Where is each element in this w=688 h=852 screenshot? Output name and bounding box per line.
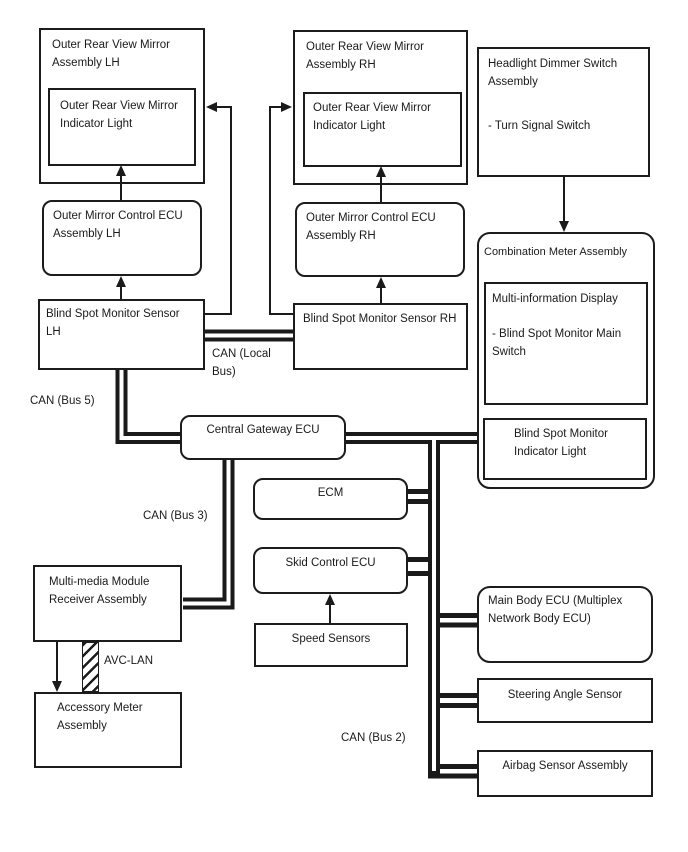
- label-can-bus-3: CAN (Bus 3): [143, 510, 208, 522]
- node-label: Outer Rear View Mirror Assembly LH: [52, 39, 171, 69]
- node-label: Airbag Sensor Assembly: [502, 760, 628, 772]
- node-steering-angle-sensor: [477, 678, 653, 723]
- node-bsm-indicator-light: [483, 418, 647, 480]
- node-title: Combination Meter Assembly: [484, 246, 628, 258]
- node-label: ECM: [317, 487, 344, 499]
- label-can-local-bus: CAN (Local Bus): [212, 348, 271, 378]
- node-label: Outer Mirror Control ECU Assembly RH: [306, 212, 436, 242]
- label-can-bus-5: CAN (Bus 5): [30, 395, 95, 407]
- line-sensor-lh-to-mirror: [205, 107, 231, 314]
- node-multi-information-display: [484, 282, 648, 405]
- node-mirror-indicator-rh: [303, 92, 462, 167]
- arrowhead-right-icon: [281, 102, 292, 112]
- node-central-gateway-ecu: [180, 415, 346, 460]
- node-label: Outer Rear View Mirror Assembly RH: [306, 41, 425, 71]
- node-label: Blind Spot Monitor Indicator Light: [514, 428, 608, 458]
- arrowhead-down-icon: [52, 681, 62, 692]
- arrowhead-up-icon: [325, 594, 335, 605]
- node-ecm: [253, 478, 408, 520]
- node-accessory-meter: [34, 692, 182, 768]
- node-label: Blind Spot Monitor Sensor LH: [46, 308, 180, 338]
- node-speed-sensors: [254, 623, 408, 667]
- node-label: Multi-media Module Receiver Assembly: [49, 576, 150, 606]
- label-avc-lan: AVC-LAN: [104, 655, 153, 667]
- node-skid-control-ecu: [253, 547, 408, 594]
- node-label: Outer Rear View Mirror Indicator Light: [313, 102, 432, 132]
- node-label: Speed Sensors: [291, 633, 371, 645]
- label-can-bus-2: CAN (Bus 2): [341, 732, 406, 744]
- node-label: Skid Control ECU: [285, 557, 376, 569]
- node-label: Outer Rear View Mirror Indicator Light: [60, 100, 179, 130]
- node-main-body-ecu: [477, 586, 653, 663]
- line-sensor-rh-to-mirror: [270, 107, 293, 314]
- arrowhead-up-icon: [116, 276, 126, 287]
- node-title: Headlight Dimmer Switch Assembly: [488, 58, 618, 88]
- arrowhead-up-icon: [376, 277, 386, 288]
- node-label: Accessory Meter Assembly: [57, 702, 143, 732]
- node-airbag-sensor: [477, 750, 653, 797]
- bus-can-3: [183, 459, 229, 604]
- node-headlight-dimmer-switch: [477, 47, 650, 177]
- node-bsm-sensor-rh: [293, 303, 468, 370]
- node-mirror-indicator-lh: [48, 88, 196, 166]
- avc-lan-hatch-band: [82, 642, 99, 692]
- node-multimedia-module: [33, 565, 182, 642]
- bus-can-5: [122, 370, 182, 438]
- node-label: Steering Angle Sensor: [507, 689, 623, 701]
- arrowhead-down-icon: [559, 221, 569, 232]
- node-sub-item: - Blind Spot Monitor Main Switch: [492, 328, 622, 358]
- node-label: Central Gateway ECU: [206, 424, 320, 436]
- node-bsm-sensor-lh: [38, 299, 205, 370]
- node-outer-mirror-ecu-rh: [295, 202, 465, 277]
- node-label: Blind Spot Monitor Sensor RH: [303, 313, 457, 325]
- node-label: Main Body ECU (Multiplex Network Body ECU): [488, 595, 623, 625]
- node-sub-item: - Turn Signal Switch: [488, 120, 591, 132]
- node-outer-mirror-ecu-lh: [42, 200, 202, 276]
- arrowhead-left-icon: [206, 102, 217, 112]
- node-label: Outer Mirror Control ECU Assembly LH: [53, 210, 183, 240]
- can-stub-lines: [406, 492, 479, 777]
- node-title: Multi-information Display: [492, 293, 618, 305]
